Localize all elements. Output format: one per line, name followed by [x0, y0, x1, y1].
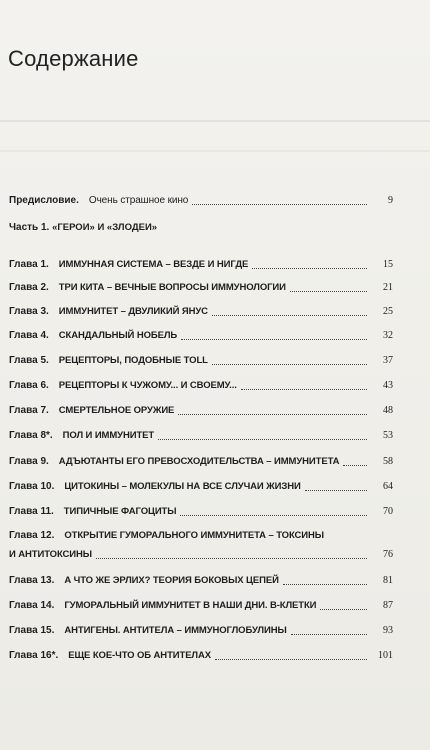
leader-dots — [252, 267, 367, 269]
toc-title: ТИПИЧНЫЕ ФАГОЦИТЫ — [63, 506, 177, 517]
toc-page-number: 48 — [383, 405, 393, 416]
toc-page-number: 64 — [383, 481, 393, 492]
toc-label: Глава 16*. — [9, 650, 59, 661]
toc-chapter[interactable] — [9, 456, 393, 468]
toc-label: Глава 2. — [9, 282, 49, 293]
toc-chapter-line2[interactable] — [9, 549, 393, 561]
toc-chapter[interactable] — [9, 405, 393, 417]
toc-title-continued: И АНТИТОКСИНЫ — [9, 549, 92, 560]
toc-label: Глава 15. — [9, 625, 55, 636]
toc-label: Глава 3. — [9, 306, 49, 317]
toc-label: Глава 11. — [9, 506, 54, 517]
toc-page-number: 43 — [383, 380, 393, 391]
leader-dots — [212, 314, 367, 316]
toc-title: А ЧТО ЖЕ ЭРЛИХ? ТЕОРИЯ БОКОВЫХ ЦЕПЕЙ — [64, 575, 279, 586]
toc-label: Глава 13. — [9, 575, 55, 586]
toc-chapter[interactable] — [9, 380, 393, 392]
leader-dots — [192, 203, 367, 205]
page-title: Содержание — [8, 46, 139, 71]
toc-title: СКАНДАЛЬНЫЙ НОБЕЛЬ — [58, 330, 178, 341]
leader-dots — [215, 658, 367, 660]
toc-title: ПОЛ И ИММУНИТЕТ — [62, 430, 155, 441]
toc-label: Глава 1. — [9, 259, 49, 270]
toc-part-title: «ГЕРОИ» И «ЗЛОДЕИ» — [52, 222, 158, 233]
toc-page-number: 81 — [383, 575, 393, 586]
toc-page-number: 53 — [383, 430, 393, 441]
leader-dots — [96, 557, 367, 559]
toc-label: Глава 8*. — [9, 430, 53, 441]
toc-title: ИММУНИТЕТ – ДВУЛИКИЙ ЯНУС — [58, 306, 208, 317]
toc-label: Глава 14. — [9, 600, 55, 611]
toc-chapter[interactable] — [9, 282, 393, 294]
toc-page-number: 93 — [383, 625, 393, 636]
toc-page-number: 32 — [383, 330, 393, 341]
toc-title: ИММУННАЯ СИСТЕМА – ВЕЗДЕ И НИГДЕ — [58, 259, 249, 270]
toc-title: ГУМОРАЛЬНЫЙ ИММУНИТЕТ В НАШИ ДНИ. В-КЛЕТКИ — [64, 600, 317, 611]
toc-title: РЕЦЕПТОРЫ К ЧУЖОМУ... И СВОЕМУ... — [58, 380, 237, 391]
toc-chapter[interactable] — [9, 330, 393, 342]
toc-page-number: 21 — [383, 282, 393, 293]
toc-label: Глава 12. — [9, 530, 55, 541]
toc-chapter[interactable] — [9, 259, 393, 271]
toc-chapter[interactable] — [9, 650, 393, 662]
toc-page-number: 25 — [383, 306, 393, 317]
leader-dots — [290, 290, 367, 292]
toc-chapter[interactable] — [9, 430, 393, 442]
toc-title: СМЕРТЕЛЬНОЕ ОРУЖИЕ — [58, 405, 175, 416]
toc-chapter[interactable] — [9, 600, 393, 612]
toc-page-number: 76 — [383, 549, 393, 560]
toc-title: ТРИ КИТА – ВЕЧНЫЕ ВОПРОСЫ ИММУНОЛОГИИ — [58, 282, 286, 293]
toc-title: РЕЦЕПТОРЫ, ПОДОБНЫЕ TOLL — [58, 355, 208, 366]
toc-chapter[interactable] — [9, 575, 393, 587]
toc-title: Очень страшное кино — [88, 195, 189, 206]
toc-chapter[interactable] — [9, 506, 393, 518]
toc-page-number: 70 — [383, 506, 393, 517]
toc-page-number: 37 — [383, 355, 393, 366]
toc-page-number: 101 — [378, 650, 393, 661]
toc-label: Глава 7. — [9, 405, 49, 416]
toc-label: Глава 4. — [9, 330, 49, 341]
toc-preface[interactable] — [9, 195, 393, 207]
toc-chapter[interactable] — [9, 355, 393, 367]
toc-label: Глава 9. — [9, 456, 49, 467]
toc-chapter[interactable] — [9, 481, 393, 493]
toc-label: Предисловие. — [9, 195, 79, 206]
toc-page-number: 9 — [388, 195, 393, 206]
toc-title: ЕЩЕ КОЕ-ЧТО ОБ АНТИТЕЛАХ — [68, 650, 211, 661]
leader-dots — [283, 583, 367, 585]
leader-dots — [305, 489, 367, 491]
toc-title: ОТКРЫТИЕ ГУМОРАЛЬНОГО ИММУНИТЕТА – ТОКСИНЫ — [64, 530, 324, 541]
leader-dots — [343, 464, 367, 466]
leader-dots — [320, 608, 367, 610]
toc-title: АНТИГЕНЫ. АНТИТЕЛА – ИММУНОГЛОБУЛИНЫ — [64, 625, 287, 636]
toc-label: Глава 5. — [9, 355, 49, 366]
toc-part-label: Часть 1. — [9, 222, 50, 233]
toc-title: АДЪЮТАНТЫ ЕГО ПРЕВОСХОДИТЕЛЬСТВА – ИММУНИТЕТА — [58, 456, 340, 467]
toc-chapter[interactable] — [9, 625, 393, 637]
toc-page-number: 15 — [383, 259, 393, 270]
leader-dots — [180, 514, 367, 516]
toc-page-number: 87 — [383, 600, 393, 611]
leader-dots — [158, 438, 367, 440]
toc-label: Глава 10. — [9, 481, 55, 492]
toc-label: Глава 6. — [9, 380, 49, 391]
leader-dots — [178, 413, 367, 415]
toc-page-number: 58 — [383, 456, 393, 467]
leader-dots — [181, 338, 367, 340]
toc-chapter-line1[interactable] — [9, 530, 393, 542]
leader-dots — [291, 633, 367, 635]
toc-chapter[interactable] — [9, 306, 393, 318]
leader-dots — [212, 363, 367, 365]
toc-part-heading — [9, 222, 157, 234]
leader-dots — [241, 388, 367, 390]
toc-title: ЦИТОКИНЫ – МОЛЕКУЛЫ НА ВСЕ СЛУЧАИ ЖИЗНИ — [64, 481, 301, 492]
